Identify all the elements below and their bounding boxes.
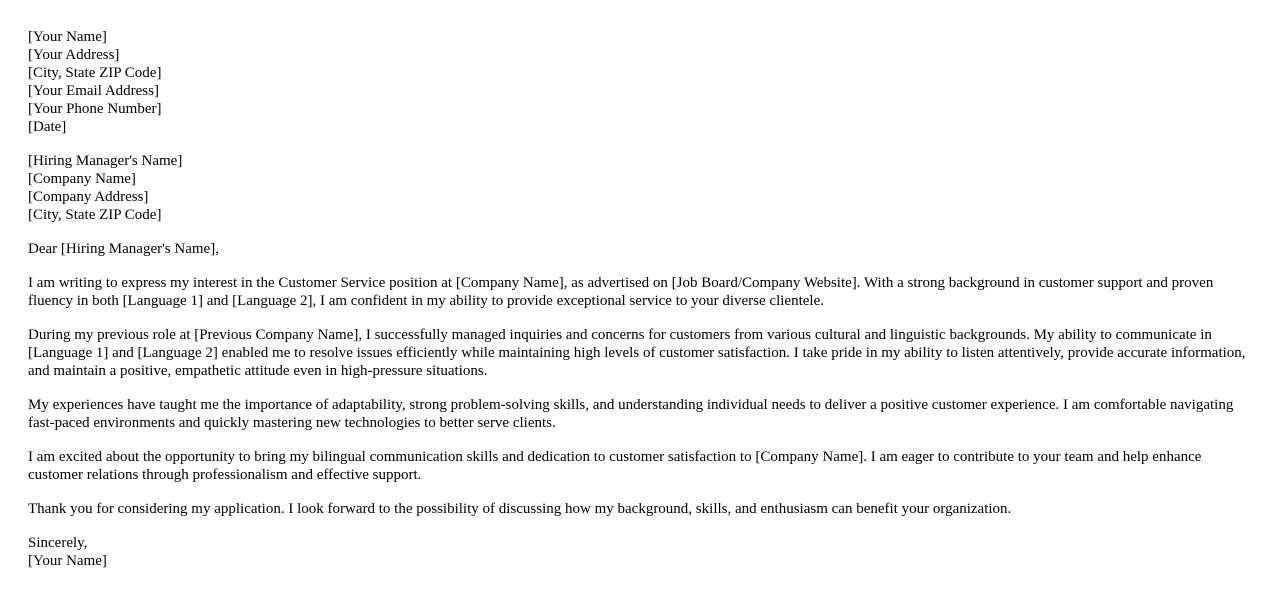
body-paragraph-1: I am writing to express my interest in the Customer Service position at [Company Name], as advertised on [Job Board/Company Website]. With a strong background in customer support and proven fluency in both [Language 1] and [Language 2], I am confident in my ability to provide exceptional service to your diverse clientele. xyxy=(28,275,1214,309)
sender-address: [Your Address] xyxy=(28,47,120,63)
closing-block xyxy=(28,534,1250,570)
sender-phone: [Your Phone Number] xyxy=(28,101,162,117)
body-paragraph-3: My experiences have taught me the importance of adaptability, strong problem-solving skills, and understanding individual needs to deliver a positive customer experience. I am comfortable navigating fast-paced environments and quickly mastering new technologies to better serve clients. xyxy=(28,397,1234,431)
sender-email: [Your Email Address] xyxy=(28,83,159,99)
recipient-name: [Hiring Manager's Name] xyxy=(28,153,183,169)
valediction: Sincerely, xyxy=(28,535,88,551)
recipient-block xyxy=(28,152,1250,224)
sender-name: [Your Name] xyxy=(28,29,107,45)
body-paragraph-4: I am excited about the opportunity to bring my bilingual communication skills and dedication to customer satisfaction to [Company Name]. I am eager to contribute to your team and help enhance customer relations through professionalism and effective support. xyxy=(28,449,1202,483)
recipient-company: [Company Name] xyxy=(28,171,136,187)
cover-letter xyxy=(28,28,1250,586)
body-paragraph-5: Thank you for considering my application. I look forward to the possibility of discussing how my background, skills, and enthusiasm can benefit your organization. xyxy=(28,501,1012,517)
recipient-city-state-zip: [City, State ZIP Code] xyxy=(28,207,162,223)
letter-date: [Date] xyxy=(28,119,67,135)
salutation: Dear [Hiring Manager's Name], xyxy=(28,241,219,257)
body-paragraph-2: During my previous role at [Previous Company Name], I successfully managed inquiries and concerns for customers from various cultural and linguistic backgrounds. My ability to communicate in [Language 1] and [Language 2] enabled me to resolve issues efficiently while maintaining high levels of customer satisfaction. I take pride in my ability to listen attentively, provide accurate information, and maintain a positive, empathetic attitude even in high-pressure situations. xyxy=(28,327,1246,379)
signature-name: [Your Name] xyxy=(28,553,107,569)
recipient-address: [Company Address] xyxy=(28,189,149,205)
sender-city-state-zip: [City, State ZIP Code] xyxy=(28,65,162,81)
sender-block xyxy=(28,28,1250,136)
